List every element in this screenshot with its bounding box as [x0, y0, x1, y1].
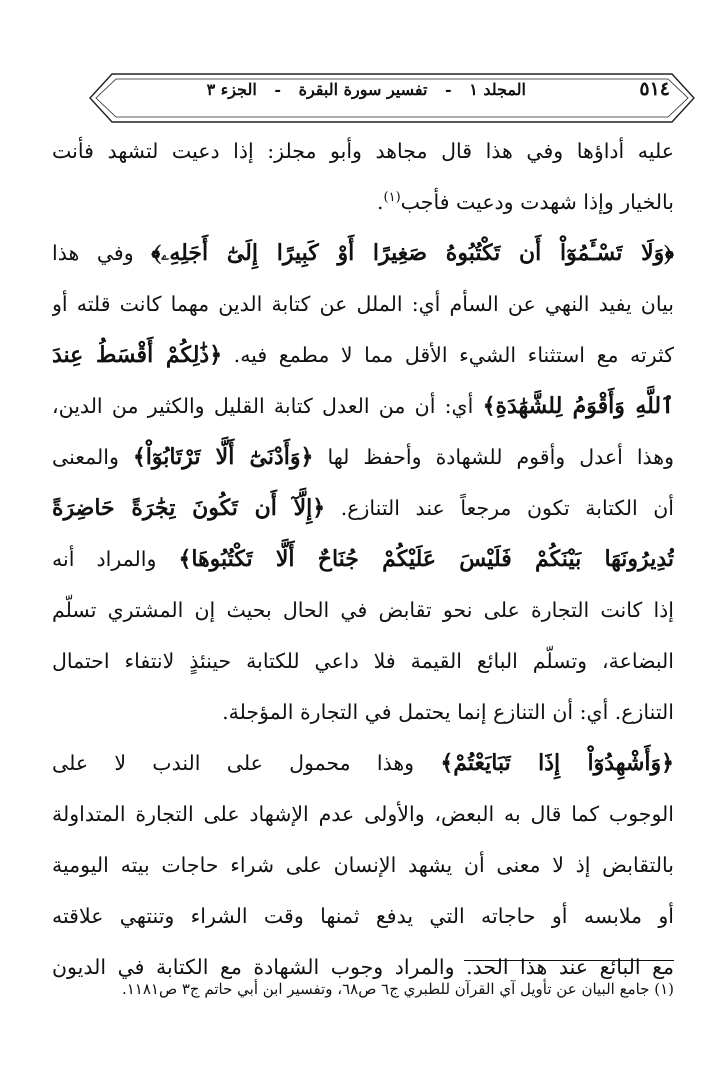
text-line: ﴿وَلَا تَسْـَٔمُوٓاْ أَن تَكْتُبُوهُ صَغِيرًا أَوْ كَبِيرًا إِلَىٰٓ أَجَلِهِۦ﴾ وفي هذا	[52, 240, 674, 266]
text-line: أو ملابسه أو حاجاته التي يدفع ثمنها وقت الشراء وتنتهي علاقته	[52, 904, 674, 928]
main-text	[52, 126, 674, 993]
quran-verse: ﴿وَأَدْنَىٰٓ أَلَّا تَرْتَابُوٓاْ﴾	[132, 444, 314, 470]
quran-verse: ﴿وَلَا تَسْـَٔمُوٓاْ أَن تَكْتُبُوهُ صَغِيرًا أَوْ كَبِيرًا إِلَىٰٓ أَجَلِهِۦ﴾	[151, 240, 674, 266]
text-line: أن الكتابة تكون مرجعاً عند التنازع. ﴿إِلَّآ أَن تَكُونَ تِجَٰرَةً حَاضِرَةً	[52, 495, 674, 521]
quran-verse: ﴿إِلَّآ أَن تَكُونَ تِجَٰرَةً حَاضِرَةً	[52, 495, 326, 521]
header-title	[201, 80, 532, 99]
text-line: كثرته مع استثناء الشيء الأقل مما لا مطمع فيه. ﴿ذَٰلِكُمْ أَقْسَطُ عِندَ	[52, 342, 674, 368]
quran-verse: ﴿وَأَشْهِدُوٓاْ إِذَا تَبَايَعْتُمْ﴾	[440, 750, 674, 776]
running-header	[82, 68, 702, 128]
text-line: التنازع. أي: أن التنازع إنما يحتمل في التجارة المؤجلة.	[222, 700, 674, 724]
header-separator: -	[445, 80, 452, 99]
text-line: البضاعة، وتسلّم البائع القيمة فلا داعي للكتابة حينئذٍ لانتفاء احتمال	[52, 649, 674, 673]
quran-verse: تُدِيرُونَهَا بَيْنَكُمْ فَلَيْسَ عَلَيْكُمْ جُنَاحٌ أَلَّا تَكْتُبُوهَا﴾	[178, 546, 674, 572]
text-line: وهذا أعدل وأقوم للشهادة وأحفظ لها ﴿وَأَدْنَىٰٓ أَلَّا تَرْتَابُوٓاْ﴾ والمعنى	[52, 444, 674, 470]
header-volume: المجلد ١	[469, 80, 526, 99]
text-line: مع البائع عند هذا الحد. والمراد وجوب الشهادة مع الكتابة في الديون	[52, 955, 674, 979]
text-line: بالخيار وإذا شهدت ودعيت فأجب$^{(١)}$.	[376, 190, 674, 214]
header-part: الجزء ٣	[206, 80, 257, 99]
text-line: بالتقابض إذ لا معنى أن يشهد الإنسان على شراء حاجات بيته اليومية	[52, 853, 674, 877]
header-surah-title: تفسير سورة البقرة	[298, 80, 428, 99]
header-separator: -	[274, 80, 281, 99]
quran-verse: ٱللَّهِ وَأَقْوَمُ لِلشَّهَٰدَةِ﴾	[482, 393, 674, 419]
page-number: ٥١٤	[639, 78, 670, 100]
text-line: إذا كانت التجارة على نحو تقابض في الحال بحيث إن المشتري تسلّم	[52, 598, 674, 622]
text-line: الوجوب كما قال به البعض، والأولى عدم الإشهاد على التجارة المتداولة	[52, 802, 674, 826]
text-line: ﴿وَأَشْهِدُوٓاْ إِذَا تَبَايَعْتُمْ﴾ وهذا محمول على الندب لا على	[52, 750, 674, 776]
text-line: بيان يفيد النهي عن السأم أي: الملل عن كتابة الدين مهما كانت قلته أو	[52, 292, 674, 316]
footnote-divider	[464, 960, 674, 961]
text-line: عليه أداؤها وفي هذا قال مجاهد وأبو مجلز: إذا دعيت لتشهد فأنت	[52, 139, 674, 163]
footnote-marker: (١)	[383, 190, 401, 206]
quran-verse: ﴿ذَٰلِكُمْ أَقْسَطُ عِندَ	[52, 342, 223, 368]
footnote: (١) جامع البيان عن تأويل آي القرآن للطبري ج٦ ص٦٨، وتفسير ابن أبي حاتم ج٣ ص١١٨١.	[121, 980, 674, 998]
text-line: تُدِيرُونَهَا بَيْنَكُمْ فَلَيْسَ عَلَيْكُمْ جُنَاحٌ أَلَّا تَكْتُبُوهَا﴾ والمراد أنه	[52, 546, 674, 572]
text-line: ٱللَّهِ وَأَقْوَمُ لِلشَّهَٰدَةِ﴾ أي: أن من العدل كتابة القليل والكثير من الدين،	[52, 393, 674, 419]
